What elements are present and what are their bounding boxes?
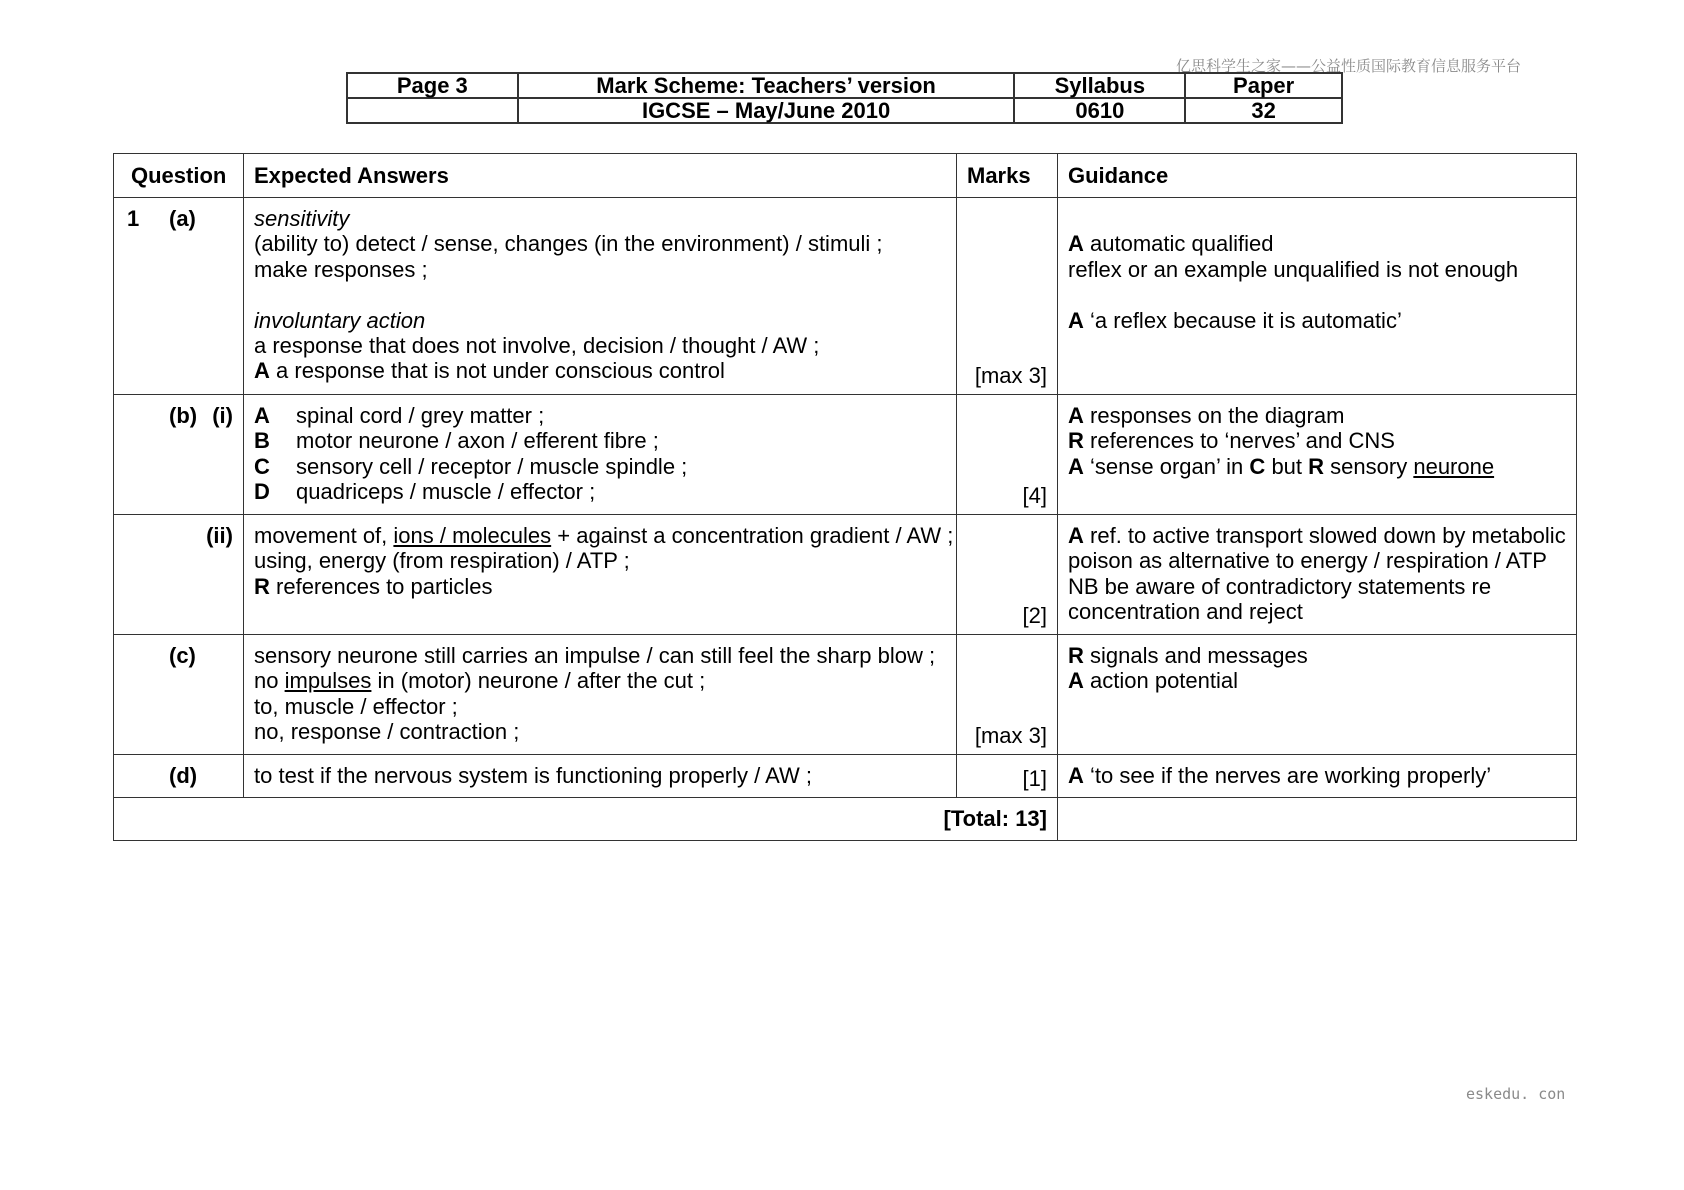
answer-line: a response that does not involve, decision / thought / AW ;	[254, 333, 820, 359]
guidance-text: ‘sense organ’ in	[1090, 453, 1244, 479]
guidance-line	[1068, 231, 1566, 256]
guidance-text: signals and messages	[1090, 643, 1308, 668]
column-guidance: Guidance	[1058, 154, 1577, 198]
question-cell	[114, 395, 244, 515]
answer-text: no	[254, 668, 279, 694]
exam-session: IGCSE – May/June 2010	[518, 98, 1015, 123]
answer-text: motor neurone / axon / efferent fibre ;	[296, 428, 659, 454]
guidance-line	[1068, 428, 1566, 453]
watermark-top: 亿思科学生之家——公益性质国际教育信息服务平台	[1176, 57, 1522, 75]
answer-text: movement of,	[254, 523, 388, 548]
guidance-cell	[1058, 515, 1577, 635]
answer-text: sensory cell / receptor / muscle spindle ;	[296, 453, 688, 479]
guidance-line: reflex or an example unqualified is not enough	[1068, 256, 1519, 282]
table-row	[114, 198, 1577, 395]
answer-cell	[244, 395, 957, 515]
answer-line: sensitivity	[254, 206, 350, 231]
blank-cell	[1058, 798, 1577, 841]
answer-line: to test if the nervous system is functioning properly / AW ;	[254, 763, 812, 788]
label-letter: D	[254, 479, 270, 505]
guidance-text: ref. to active transport slowed down by metabolic	[1090, 523, 1566, 548]
answer-text: quadriceps / muscle / effector ;	[296, 479, 596, 505]
accept-marker: A	[1068, 403, 1084, 428]
answer-cell	[244, 755, 957, 798]
table-row	[114, 395, 1577, 515]
answer-line	[254, 358, 946, 383]
reject-marker: R	[1068, 643, 1084, 668]
question-cell	[114, 635, 244, 755]
question-part: (c)	[169, 643, 196, 668]
guidance-line	[1068, 643, 1566, 668]
question-cell	[114, 755, 244, 798]
total-marks: [Total: 13]	[114, 798, 1058, 841]
answer-line: sensory neurone still carries an impulse / can still feel the sharp blow ;	[254, 643, 936, 668]
paper-number: 32	[1185, 98, 1342, 123]
syllabus-code: 0610	[1014, 98, 1185, 123]
question-cell	[114, 198, 244, 395]
answer-text: impulses	[284, 668, 372, 694]
question-subpart: (ii)	[206, 523, 233, 548]
marks-cell: [1]	[957, 755, 1058, 798]
guidance-cell	[1058, 635, 1577, 755]
guidance-text: sensory	[1330, 453, 1408, 479]
accept-marker: A	[254, 358, 270, 384]
accept-marker: A	[1068, 453, 1084, 479]
answer-text: references to particles	[276, 573, 493, 599]
guidance-line	[1068, 454, 1566, 479]
accept-marker: A	[1068, 523, 1084, 548]
accept-marker: A	[1068, 668, 1084, 694]
answer-line	[254, 428, 946, 453]
guidance-line	[1068, 668, 1566, 693]
marks-cell: [4]	[957, 395, 1058, 515]
mark-scheme-table	[113, 153, 1577, 841]
answer-line: no, response / contraction ;	[254, 719, 520, 745]
table-header-row	[114, 154, 1577, 198]
question-part: (b)	[169, 403, 198, 428]
label-letter: B	[254, 428, 270, 454]
guidance-text: action potential	[1090, 668, 1239, 694]
question-number: 1	[127, 206, 140, 231]
guidance-line	[1068, 763, 1566, 788]
answer-text: ions / molecules	[393, 523, 552, 548]
page-number: Page 3	[347, 73, 518, 98]
answer-line: to, muscle / effector ;	[254, 693, 458, 719]
reject-marker: R	[1068, 428, 1084, 454]
document-title: Mark Scheme: Teachers’ version	[518, 73, 1015, 98]
answer-line	[254, 668, 946, 693]
answer-text: a response that is not under conscious control	[276, 358, 725, 384]
table-row	[114, 635, 1577, 755]
answer-cell	[244, 198, 957, 395]
column-question: Question	[114, 154, 244, 198]
guidance-line	[1068, 308, 1566, 333]
reject-marker: R	[254, 573, 270, 599]
guidance-text: ‘to see if the nerves are working properly’	[1090, 763, 1492, 788]
question-cell	[114, 515, 244, 635]
guidance-line: concentration and reject	[1068, 599, 1303, 625]
label-letter: C	[1249, 453, 1266, 479]
guidance-line	[1068, 403, 1566, 428]
guidance-text: ‘a reflex because it is automatic’	[1090, 307, 1402, 333]
guidance-text: automatic qualified	[1090, 231, 1274, 257]
answer-cell	[244, 515, 957, 635]
accept-marker: A	[1068, 763, 1084, 788]
label-letter: A	[254, 403, 270, 428]
accept-marker: A	[1068, 231, 1084, 257]
header-table	[346, 72, 1343, 124]
marks-cell: [max 3]	[957, 198, 1058, 395]
guidance-cell	[1058, 198, 1577, 395]
marks-cell: [max 3]	[957, 635, 1058, 755]
guidance-line: poison as alternative to energy / respiration / ATP	[1068, 548, 1547, 574]
accept-marker: A	[1068, 307, 1084, 333]
answer-text: spinal cord / grey matter ;	[296, 403, 545, 428]
answer-line	[254, 574, 946, 599]
syllabus-label: Syllabus	[1014, 73, 1185, 98]
column-expected-answers: Expected Answers	[244, 154, 957, 198]
answer-line	[254, 403, 946, 428]
question-part: (d)	[169, 763, 198, 788]
answer-line	[254, 454, 946, 479]
guidance-cell	[1058, 755, 1577, 798]
reject-marker: R	[1308, 453, 1325, 479]
blank-line	[1068, 206, 1566, 231]
total-row	[114, 798, 1577, 841]
table-row	[114, 515, 1577, 635]
answer-cell	[244, 635, 957, 755]
question-part: (a)	[169, 206, 196, 231]
guidance-text: but	[1271, 453, 1303, 479]
answer-line: make responses ;	[254, 256, 428, 282]
answer-line: using, energy (from respiration) / ATP ;	[254, 548, 630, 574]
blank-cell	[347, 98, 518, 123]
guidance-cell	[1058, 395, 1577, 515]
label-letter: C	[254, 453, 270, 479]
guidance-text: responses on the diagram	[1090, 403, 1345, 428]
answer-text: + against a concentration gradient / AW ;	[557, 523, 954, 548]
question-subpart: (i)	[212, 403, 233, 428]
guidance-text: neurone	[1413, 453, 1495, 479]
answer-line	[254, 479, 946, 504]
guidance-line	[1068, 523, 1566, 548]
guidance-text: references to ‘nerves’ and CNS	[1090, 428, 1395, 454]
paper-label: Paper	[1185, 73, 1342, 98]
answer-line: (ability to) detect / sense, changes (in the environment) / stimuli ;	[254, 231, 883, 257]
blank-line	[254, 282, 946, 307]
column-marks: Marks	[957, 154, 1058, 198]
blank-line	[1068, 282, 1566, 307]
watermark-bottom: eskedu. con	[1466, 1085, 1566, 1103]
answer-text: in (motor) neurone / after the cut ;	[377, 668, 706, 694]
answer-line	[254, 523, 954, 548]
marks-cell: [2]	[957, 515, 1058, 635]
answer-line: involuntary action	[254, 307, 426, 333]
guidance-line: NB be aware of contradictory statements re	[1068, 573, 1492, 599]
table-row	[114, 755, 1577, 798]
